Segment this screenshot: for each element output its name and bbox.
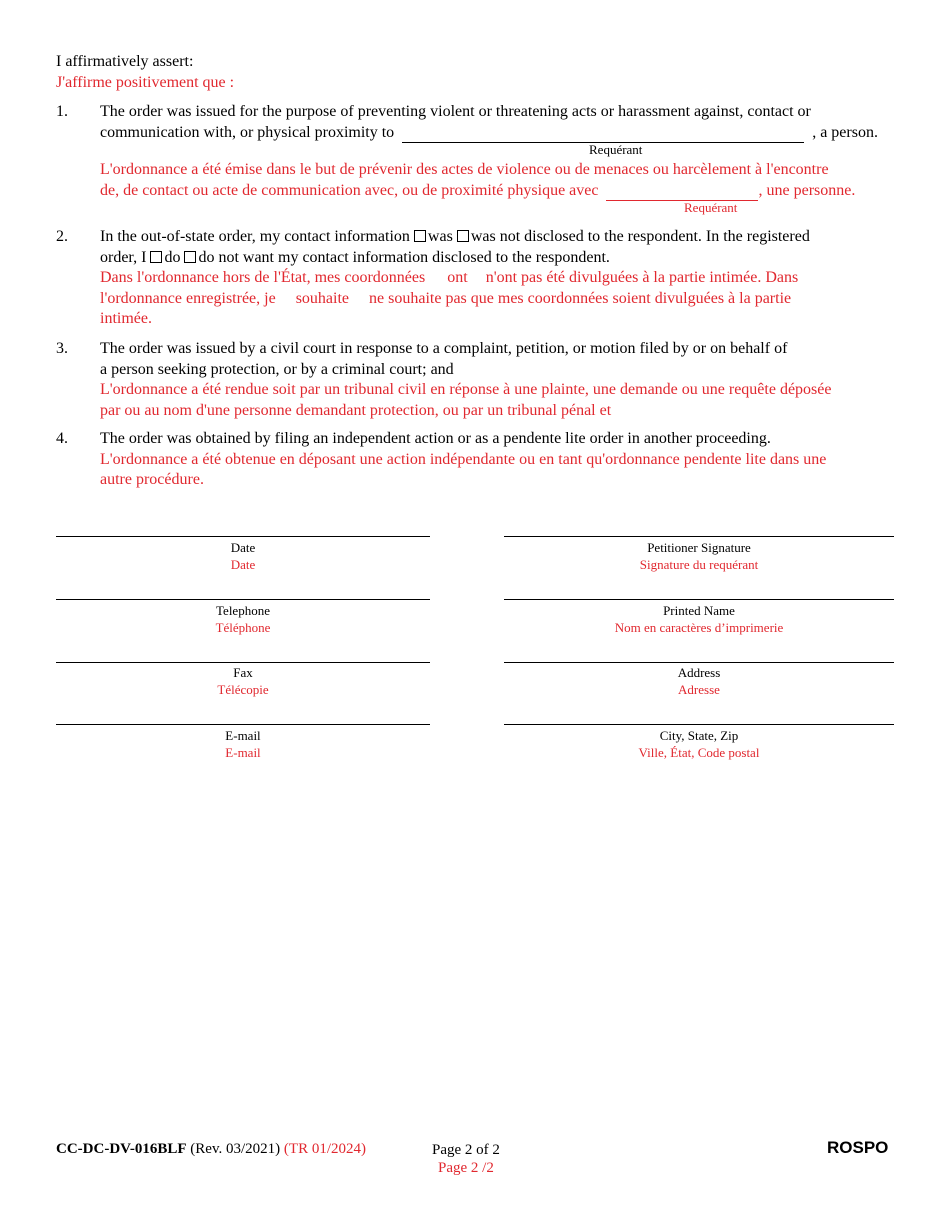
item-3-fr-line1: L'ordonnance a été rendue soit par un tribunal civil en réponse à une plainte, une demande ou une requête déposée — [100, 381, 832, 398]
page-number-fr: Page 2 /2 — [438, 1160, 494, 1176]
item-1-en-line2-post: , a person. — [812, 123, 878, 141]
do-not-checkbox[interactable] — [184, 251, 196, 263]
item-1-fr-line1: L'ordonnance a été émise dans le but de prévenir des actes de violence ou de menaces ou harcèlement à l'encontre — [100, 161, 829, 178]
city-state-zip-line[interactable] — [504, 724, 894, 725]
page-number-en: Page 2 of 2 — [432, 1142, 500, 1158]
item-2-opt-was: was — [427, 228, 453, 245]
petitioner-signature-line[interactable] — [504, 536, 894, 537]
item-1 — [100, 102, 900, 143]
fax-label-fr: Télécopie — [217, 682, 269, 697]
item-2-en-line1-post: was not disclosed to the respondent. In the registered — [470, 228, 810, 245]
item-1-fr-line2-pre: de, de contact ou acte de communication avec, ou de proximité physique avec — [100, 181, 599, 199]
item-2-fr-line1-a: Dans l'ordonnance hors de l'État, mes coordonnées — [100, 269, 426, 286]
item-1-en-line1: The order was issued for the purpose of preventing violent or threatening acts or harassment against, contact or — [100, 103, 811, 120]
printed-name-label-en: Printed Name — [663, 603, 735, 618]
fax-label — [56, 664, 430, 698]
item-4-en-line1: The order was obtained by filing an independent action or as a pendente lite order in another proceeding. — [100, 430, 771, 447]
item-2-fr-line2 — [100, 289, 900, 310]
item-1-fr-under-label: Requérant — [684, 200, 738, 215]
form-tr: (TR 01/2024) — [283, 1141, 366, 1157]
item-1-number: 1. — [56, 103, 68, 120]
item-1-en-under-label: Requérant — [589, 142, 643, 157]
item-4 — [100, 429, 900, 491]
telephone-label — [56, 602, 430, 636]
email-label — [56, 727, 430, 761]
item-2-en-line2 — [100, 248, 900, 269]
item-1-fr-line2 — [100, 181, 900, 202]
printed-name-label-fr: Nom en caractères d’imprimerie — [614, 620, 784, 635]
item-4-fr-line2: autre procédure. — [100, 471, 204, 488]
form-rev: (Rev. 03/2021) — [190, 1141, 281, 1157]
date-line[interactable] — [56, 536, 430, 537]
item-3-en-line1: The order was issued by a civil court in response to a complaint, petition, or motion filed by or on behalf of — [100, 340, 788, 357]
person-name-field-fr[interactable] — [606, 184, 758, 201]
item-1-fr — [100, 160, 900, 201]
item-2-en-line2-post: do not want my contact information disclosed to the respondent. — [198, 248, 610, 266]
city-state-zip-label-fr: Ville, État, Code postal — [638, 745, 760, 760]
item-1-fr-line2-post: , une personne. — [758, 181, 856, 199]
item-2-fr-line3: intimée. — [100, 310, 152, 327]
person-name-field-en[interactable] — [402, 126, 804, 143]
was-not-checkbox[interactable] — [457, 230, 469, 242]
city-state-zip-label-en: City, State, Zip — [659, 728, 739, 743]
item-2-en-line2-pre: order, I — [100, 248, 147, 266]
intro-fr: J'affirme positivement que : — [56, 74, 235, 91]
form-code: CC-DC-DV-016BLF — [56, 1141, 187, 1157]
item-2-fr-line2-c: ne souhaite pas que mes coordonnées soient divulguées à la partie — [369, 289, 792, 307]
footer-form-id — [56, 1140, 366, 1158]
date-label-en: Date — [230, 540, 256, 555]
printed-name-line[interactable] — [504, 599, 894, 600]
do-checkbox[interactable] — [150, 251, 162, 263]
item-2-en-line1 — [100, 227, 900, 248]
date-label-fr: Date — [230, 557, 256, 572]
form-name: ROSPO — [827, 1138, 889, 1157]
city-state-zip-label — [504, 727, 894, 761]
address-line[interactable] — [504, 662, 894, 663]
address-label-en: Address — [677, 665, 721, 680]
petitioner-signature-label — [504, 539, 894, 573]
item-2-fr-line1 — [100, 268, 900, 289]
item-2-fr-line1-b: ont — [447, 269, 468, 286]
petitioner-signature-label-fr: Signature du requérant — [639, 557, 759, 572]
telephone-line[interactable] — [56, 599, 430, 600]
item-2-opt-do: do — [164, 248, 181, 266]
email-label-en: E-mail — [225, 728, 261, 743]
item-2-fr-line2-a: l'ordonnance enregistrée, je — [100, 289, 276, 307]
fax-label-en: Fax — [233, 665, 253, 680]
email-line[interactable] — [56, 724, 430, 725]
item-2-fr-line2-b: souhaite — [295, 289, 350, 307]
item-2-en-line1-pre: In the out-of-state order, my contact information — [100, 228, 410, 245]
printed-name-label — [504, 602, 894, 636]
item-2 — [100, 227, 900, 330]
date-label — [56, 539, 430, 573]
item-4-fr-line1: L'ordonnance a été obtenue en déposant une action indépendante ou en tant qu'ordonnance pendente lite dans une — [100, 450, 827, 468]
item-3 — [100, 339, 900, 421]
item-2-number: 2. — [56, 228, 68, 245]
email-label-fr: E-mail — [225, 745, 261, 760]
intro-en: I affirmatively assert: — [56, 53, 194, 70]
telephone-label-en: Telephone — [216, 603, 270, 618]
item-1-en-line2-pre: communication with, or physical proximity to — [100, 123, 395, 141]
item-3-number: 3. — [56, 340, 68, 357]
item-2-fr-line1-c: n'ont pas été divulguées à la partie intimée. Dans — [485, 269, 799, 286]
petitioner-signature-label-en: Petitioner Signature — [647, 540, 751, 555]
address-label — [504, 664, 894, 698]
telephone-label-fr: Téléphone — [215, 620, 271, 635]
item-3-fr-line2: par ou au nom d'une personne demandant protection, ou par un tribunal pénal et — [100, 401, 612, 419]
item-1-en-line2 — [100, 123, 900, 144]
was-checkbox[interactable] — [414, 230, 426, 242]
fax-line[interactable] — [56, 662, 430, 663]
item-4-number: 4. — [56, 430, 68, 447]
address-label-fr: Adresse — [678, 682, 720, 697]
item-3-en-line2: a person seeking protection, or by a criminal court; and — [100, 360, 454, 378]
